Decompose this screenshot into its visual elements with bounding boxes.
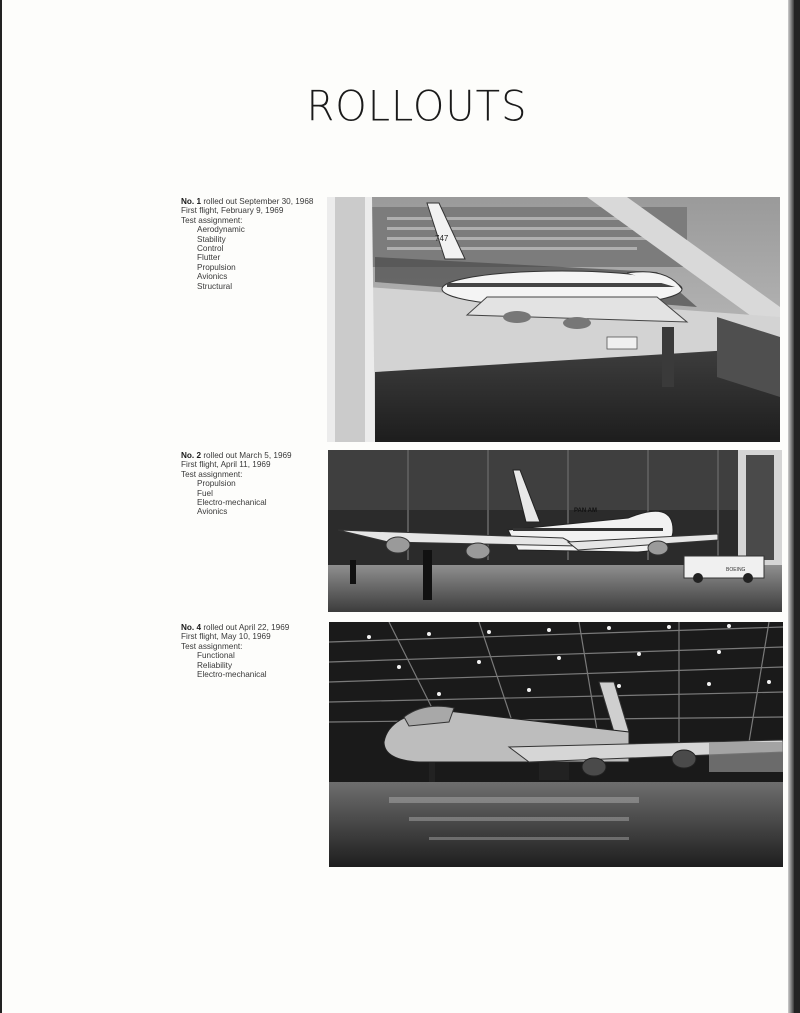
test-assignment-item: Electro-mechanical (197, 670, 267, 680)
page-edge-shadow (788, 0, 794, 1013)
test-assignment-item: Avionics (197, 272, 228, 282)
page-title: ROLLOUTS (306, 82, 528, 132)
test-assignment-item: Avionics (197, 507, 228, 517)
rollout-number: No. 4 (181, 623, 202, 632)
test-assignment-item: Structural (197, 281, 233, 291)
test-assignment-list (197, 651, 331, 679)
first-flight: First flight, April 11, 1969 (181, 460, 271, 470)
test-assignment-item: Reliability (197, 660, 233, 670)
rollout-2-photo (328, 450, 782, 612)
test-assignment-label: Test assignment: (181, 469, 243, 479)
rollout-caption-1 (181, 197, 331, 291)
rollout-caption-2 (181, 451, 331, 517)
rollout-number: No. 1 (181, 197, 202, 206)
test-assignment-item: Aerodynamic (197, 225, 245, 235)
test-assignment-item: Flutter (197, 253, 221, 263)
test-assignment-item: Propulsion (197, 262, 236, 272)
test-assignment-item: Functional (197, 651, 235, 661)
tail-lettering: 747 (435, 234, 449, 243)
tug-text: BOEING (726, 567, 746, 573)
first-flight: First flight, February 9, 1969 (181, 206, 284, 216)
test-assignment-label: Test assignment: (181, 641, 243, 651)
test-assignment-label: Test assignment: (181, 215, 243, 225)
test-assignment-list (197, 225, 331, 291)
first-flight: First flight, May 10, 1969 (181, 632, 271, 642)
test-assignment-item: Propulsion (197, 479, 236, 489)
test-assignment-item: Stability (197, 234, 226, 244)
test-assignment-item: Electro-mechanical (197, 498, 267, 508)
rollout-4-photo (329, 622, 783, 867)
rollout-date: rolled out September 30, 1968 (203, 197, 314, 206)
test-assignment-item: Fuel (197, 488, 213, 498)
rollout-date: rolled out March 5, 1969 (203, 451, 292, 460)
livery-text: PAN AM (574, 508, 597, 514)
test-assignment-item: Control (197, 244, 224, 254)
page (2, 0, 794, 1013)
test-assignment-list (197, 479, 331, 517)
rollout-date: rolled out April 22, 1969 (203, 623, 290, 632)
rollout-number: No. 2 (181, 451, 202, 460)
rollout-1-photo (327, 197, 780, 442)
rollout-caption-3 (181, 623, 331, 679)
